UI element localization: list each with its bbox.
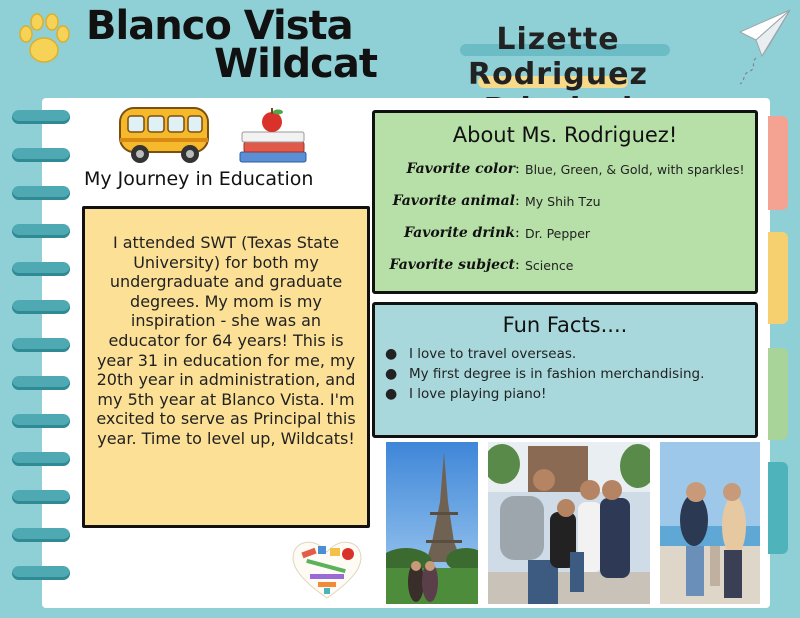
binder-ring [12,300,70,314]
favorite-label: Favorite color [406,161,515,177]
favorite-label: Favorite subject [389,257,515,273]
divider-tab-green[interactable] [768,348,788,440]
favorite-label: Favorite drink [403,225,515,241]
binder-ring [12,186,70,200]
bullet-icon: ● [385,386,398,402]
binder-ring [12,110,70,124]
eiffel-tower-photo [386,442,478,604]
about-card [372,110,758,294]
divider-tab-yellow[interactable] [768,232,788,324]
family-photo [488,442,650,604]
binder-ring [12,490,70,504]
journey-paragraph: I attended SWT (Texas State University) for both my undergraduate and graduate degrees. My mom is my inspiration - she was an educator for 64 years! This is year 31 in education for me, my 20th year in administration, and my 5th year at Blanco Vista. I'm excited to serve as Principal this year. Time to level up, Wildcats! [96,233,356,448]
binder-ring [12,224,70,238]
favorite-value: Science [525,258,574,273]
favorite-row [375,193,755,215]
fun-fact-text: I love playing piano! [409,386,547,402]
books-apple-icon [238,108,308,166]
favorite-row [375,257,755,279]
travel-photo [660,442,760,604]
school-name [86,3,377,87]
divider-tab-teal[interactable] [768,462,788,554]
list-item [385,385,704,403]
binder-ring [12,414,70,428]
binder-ring [12,376,70,390]
favorite-value: Blue, Green, & Gold, with sparkles! [525,162,745,177]
school-name-line2: Wildcat [214,41,377,87]
favorite-colon: : [515,257,520,273]
favorite-colon: : [515,193,520,209]
binder-ring [12,262,70,276]
binder-ring [12,528,70,542]
binder-ring [12,148,70,162]
list-item [385,365,704,383]
favorite-value: Dr. Pepper [525,226,591,241]
journey-text-box [82,206,370,528]
school-name-line1: Blanco Vista [86,3,353,49]
paper-airplane-icon [736,6,792,86]
fun-fact-text: My first degree is in fashion merchandising. [409,366,705,382]
favorite-row [375,161,755,183]
school-supplies-heart-icon [288,536,366,602]
favorite-row [375,225,755,247]
fun-facts-list [385,345,704,405]
binder-ring [12,452,70,466]
favorite-label: Favorite animal [392,193,515,209]
list-item [385,345,704,363]
bullet-icon: ● [385,346,398,362]
fun-facts-card [372,302,758,438]
school-bus-icon [116,104,212,166]
principal-name: Lizette Rodriguez [468,22,648,92]
fun-facts-title: Fun Facts.... [502,313,628,337]
bullet-icon: ● [385,366,398,382]
paw-print-icon [12,8,76,72]
binder-ring [12,566,70,580]
fun-fact-text: I love to travel overseas. [409,346,577,362]
divider-tab-red[interactable] [768,116,788,210]
about-title: About Ms. Rodriguez! [452,123,678,147]
favorite-value: My Shih Tzu [525,194,601,209]
favorite-colon: : [515,161,520,177]
binder-ring [12,338,70,352]
favorite-colon: : [515,225,520,241]
journey-heading: My Journey in Education [84,168,314,190]
